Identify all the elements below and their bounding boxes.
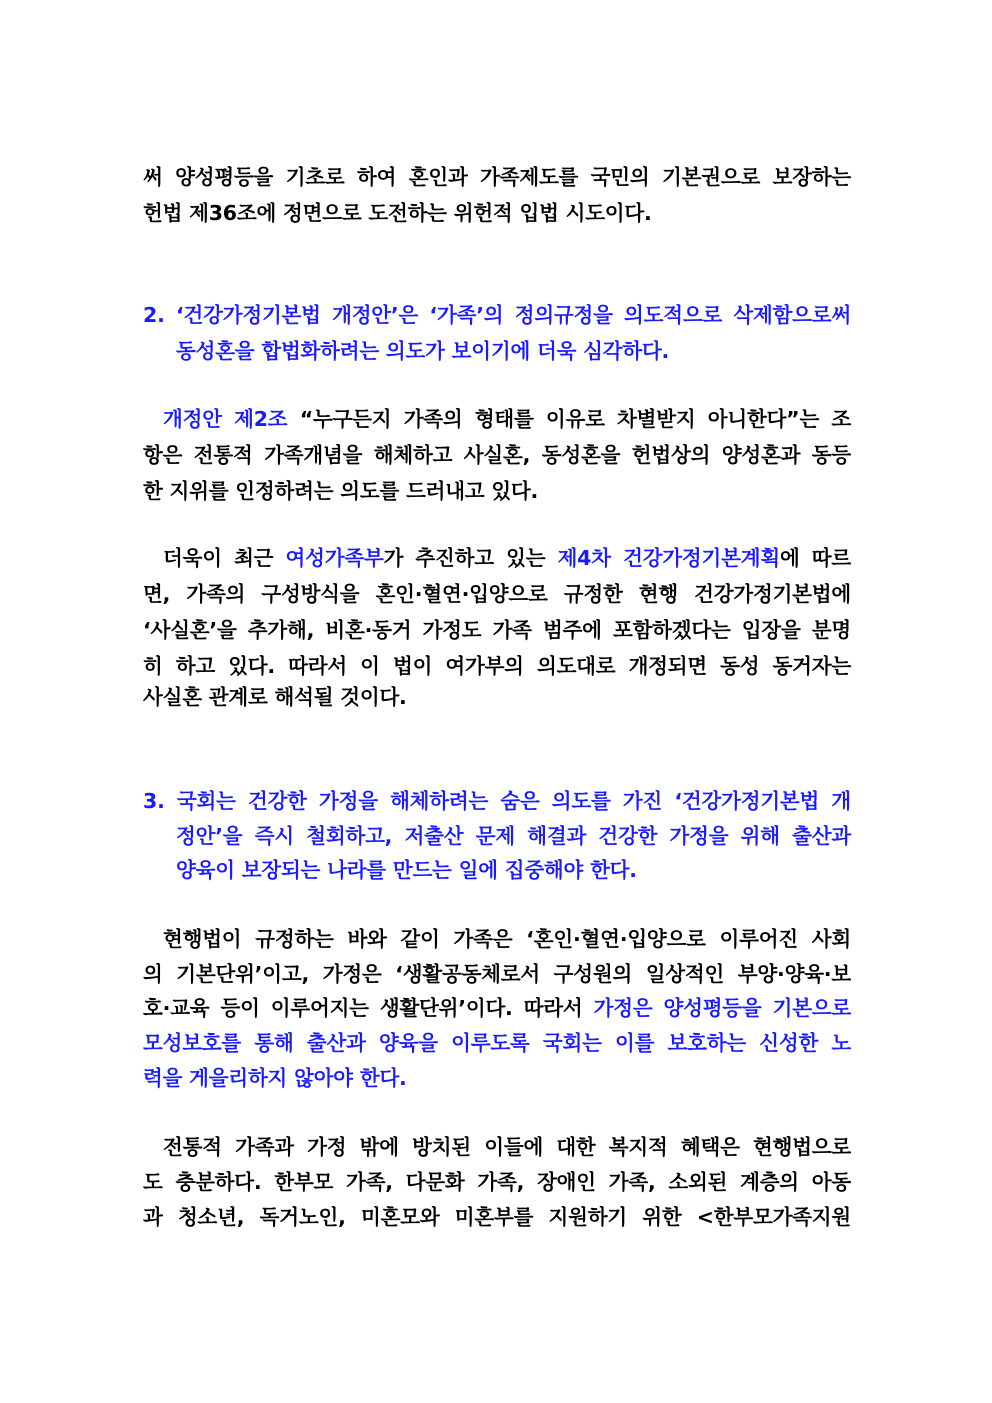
highlight-text: 가정은 양성평등을 기본으로 <box>593 996 851 1020</box>
text-line: 써 양성평등을 기초로 하여 혼인과 가족제도를 국민의 기본권으로 보장하는 <box>143 165 851 189</box>
text-span: 에 따르 <box>779 546 852 570</box>
text-line: 헌법 제36조에 정면으로 도전하는 위헌적 입법 시도이다. <box>143 201 652 225</box>
paragraph-line: 전통적 가족과 가정 밖에 방치된 이들에 대한 복지적 혜택은 현행법으로 <box>163 1135 851 1159</box>
paragraph-line: 의 기본단위’이고, 가정은 ‘생활공동체로서 구성원의 일상적인 부양·양육·보 <box>143 962 851 986</box>
section-3-heading: 3. 국회는 건강한 가정을 해체하려는 숨은 의도를 가진 ‘건강가정기본법 개 <box>143 789 851 813</box>
paragraph-line: 항은 전통적 가족개념을 해체하고 사실혼, 동성혼을 헌법상의 양성혼과 동등 <box>143 443 851 467</box>
paragraph-line <box>143 990 851 1026</box>
text-span: “누구든지 가족의 형태를 이유로 차별받지 아니한다”는 조 <box>287 407 851 431</box>
section-3-heading-cont: 양육이 보장되는 나라를 만드는 일에 집중해야 한다. <box>176 858 637 882</box>
paragraph-line: 사실혼 관계로 해석될 것이다. <box>143 685 407 709</box>
highlight-text: 개정안 제2조 <box>163 407 288 431</box>
section-2-heading: 2. ‘건강가정기본법 개정안’은 ‘가족’의 정의규정을 의도적으로 삭제함으로써 <box>143 303 851 327</box>
highlight-text: 여성가족부 <box>285 546 384 570</box>
paragraph-line <box>163 540 851 576</box>
text-span: 가 추진하고 있는 <box>383 546 558 570</box>
highlight-text: 제4차 건강가정기본계획 <box>557 546 780 570</box>
text-span: 더욱이 최근 <box>163 546 286 570</box>
section-3-heading-cont: 정안’을 즉시 철회하고, 저출산 문제 해결과 건강한 가정을 위해 출산과 <box>176 824 851 848</box>
paragraph-line: 면, 가족의 구성방식을 혼인·혈연·입양으로 규정한 현행 건강가정기본법에 <box>143 582 851 606</box>
paragraph-line: 도 충분하다. 한부모 가족, 다문화 가족, 장애인 가족, 소외된 계층의 아동 <box>143 1170 851 1194</box>
paragraph-line: 히 하고 있다. 따라서 이 법이 여가부의 의도대로 개정되면 동성 동거자는 <box>143 654 851 678</box>
paragraph-line: 력을 게을리하지 않아야 한다. <box>143 1066 407 1090</box>
text-span: 호·교육 등이 이루어지는 생활단위’이다. 따라서 <box>143 996 594 1020</box>
section-2-heading-cont: 동성혼을 합법화하려는 의도가 보이기에 더욱 심각하다. <box>176 339 670 363</box>
paragraph-line: 모성보호를 통해 출산과 양육을 이루도록 국회는 이를 보호하는 신성한 노 <box>143 1031 851 1055</box>
paragraph-line: 과 청소년, 독거노인, 미혼모와 미혼부를 지원하기 위한 <한부모가족지원 <box>143 1205 851 1229</box>
paragraph-line: ‘사실혼’을 추가해, 비혼·동거 가정도 가족 범주에 포함하겠다는 입장을 분명 <box>143 618 851 642</box>
paragraph-line: 한 지위를 인정하려는 의도를 드러내고 있다. <box>143 479 539 503</box>
paragraph-line <box>163 401 851 437</box>
paragraph-line: 현행법이 규정하는 바와 같이 가족은 ‘혼인·혈연·입양으로 이루어진 사회 <box>163 927 851 951</box>
